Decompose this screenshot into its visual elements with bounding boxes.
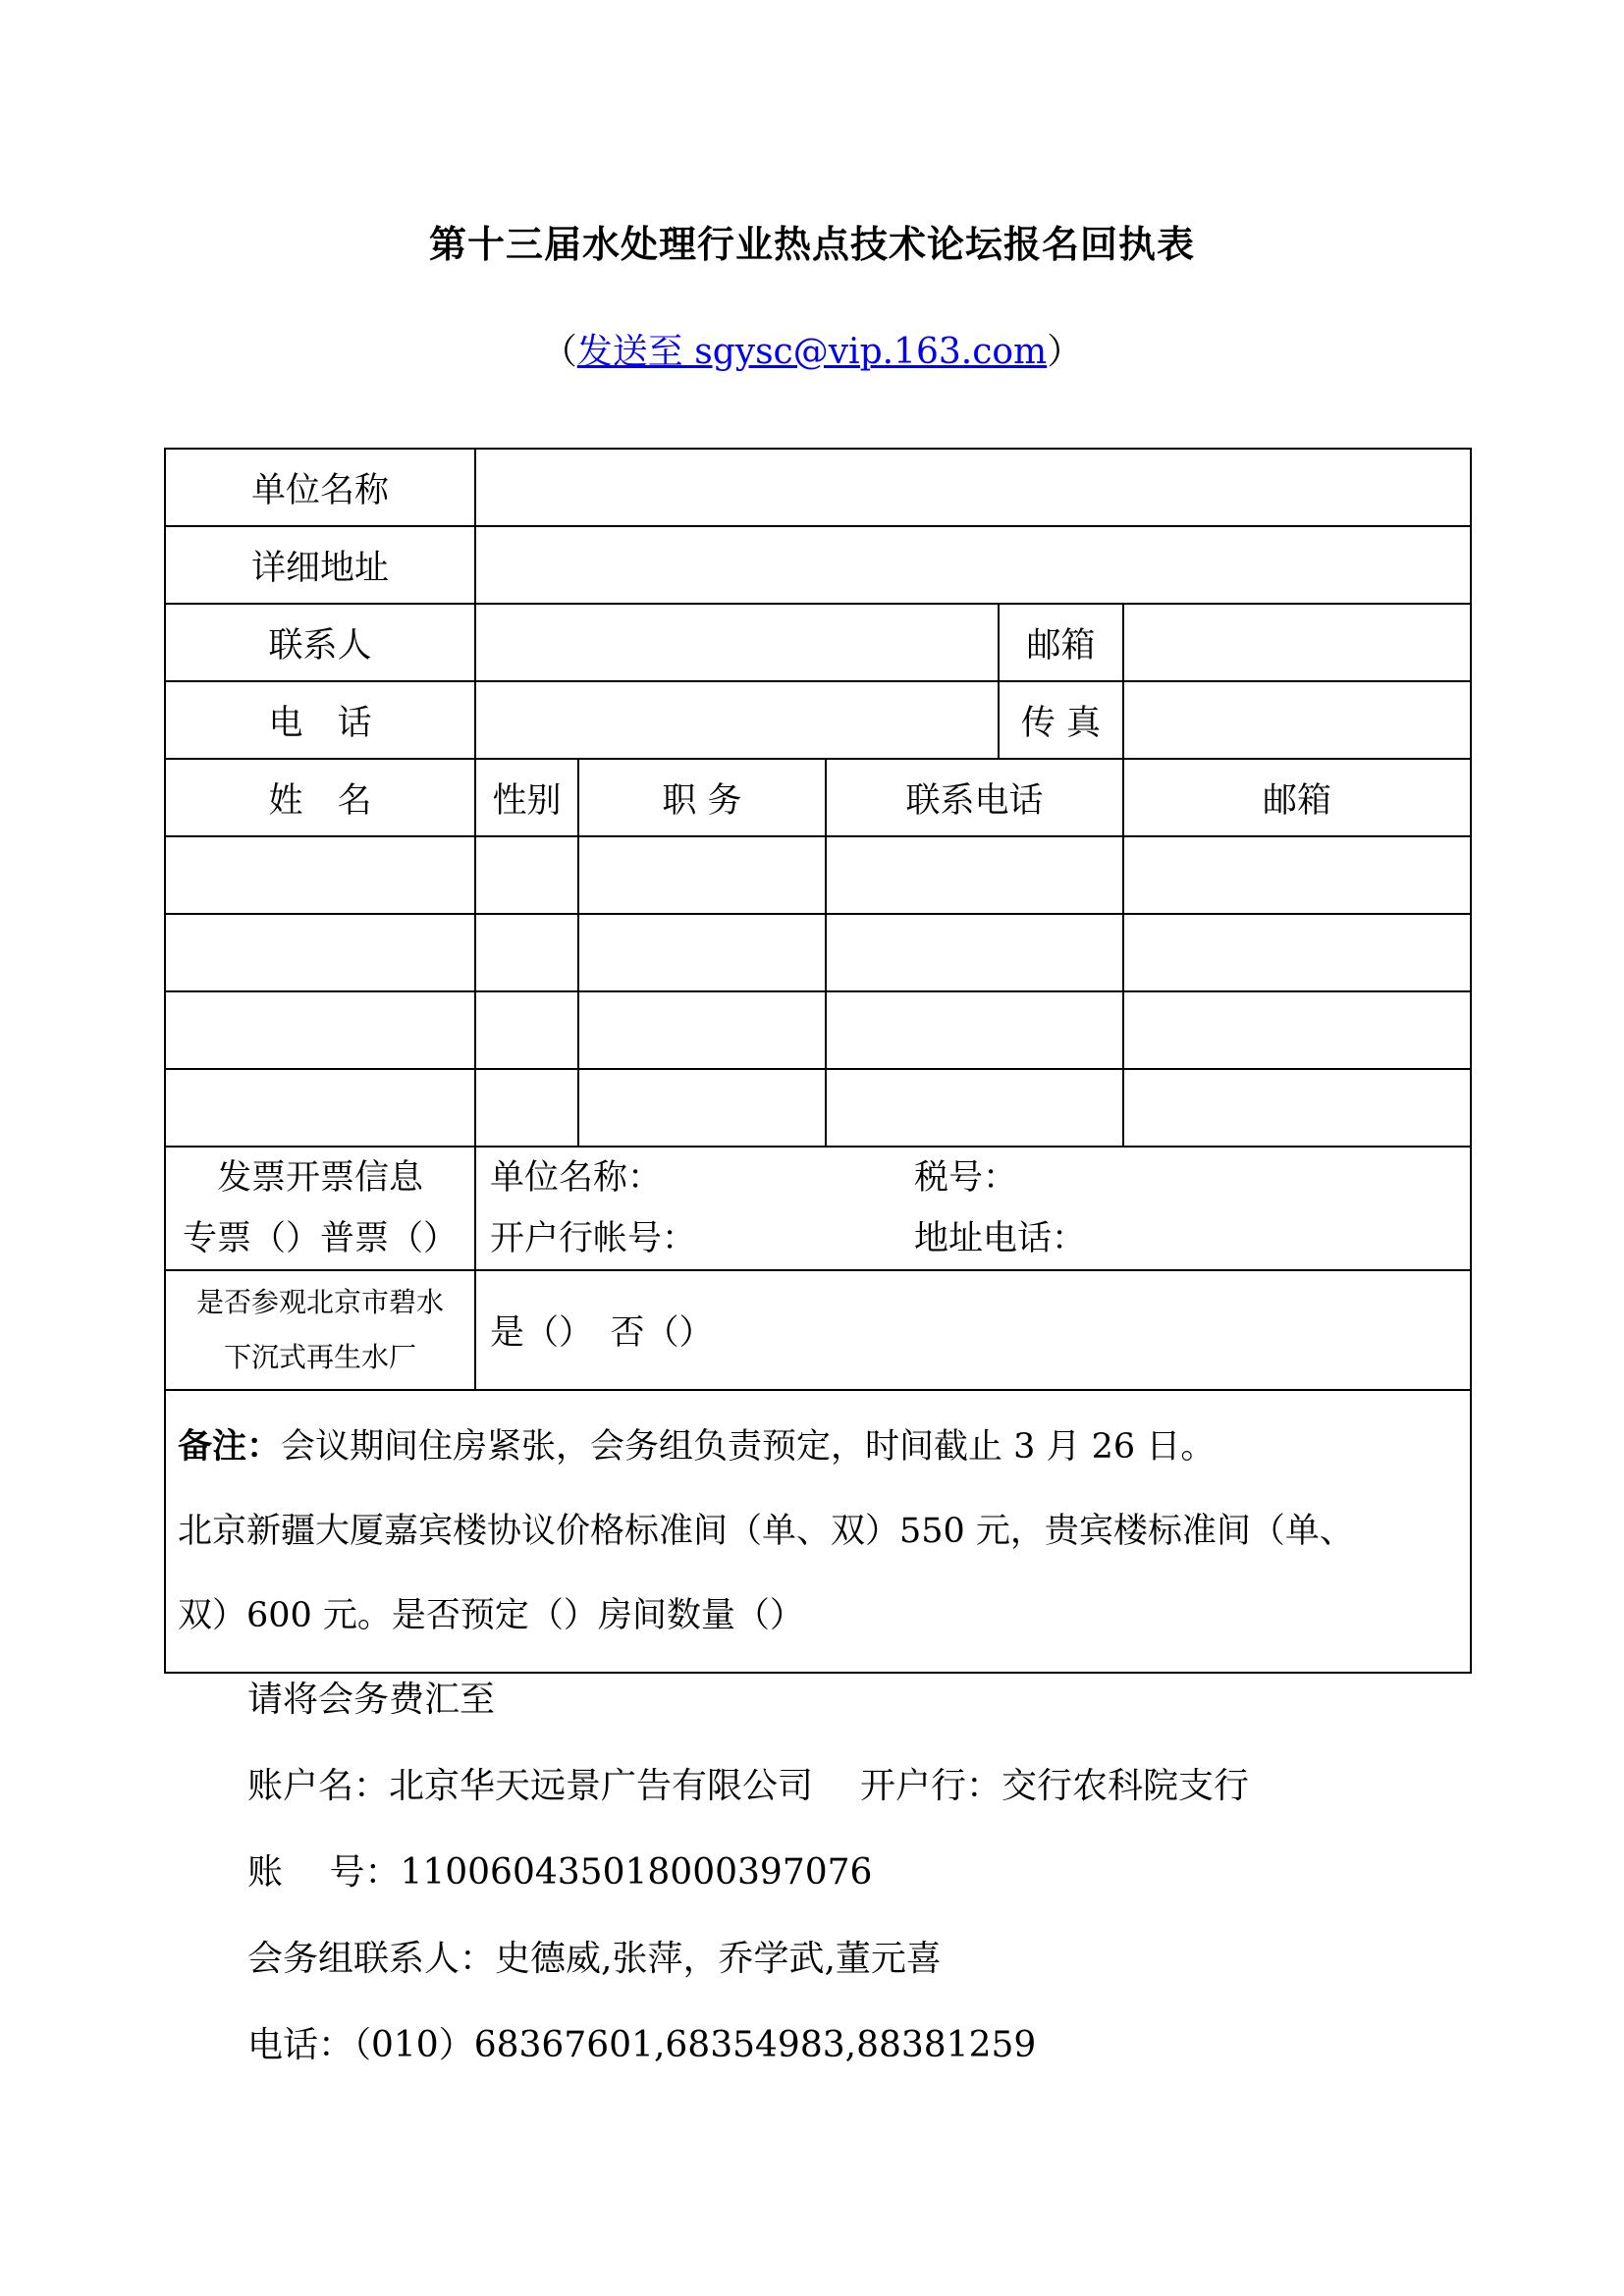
email-label: 邮箱	[999, 604, 1123, 681]
org-label: 单位名称	[165, 449, 475, 526]
row-phone	[165, 681, 1471, 759]
attendee-phone-field[interactable]	[826, 1069, 1123, 1147]
note-line-3: 双）600 元。是否预定（）房间数量（）	[178, 1596, 804, 1635]
invoice-info-cell[interactable]	[475, 1147, 1471, 1270]
attendee-email-field[interactable]	[1123, 914, 1471, 991]
row-address	[165, 526, 1471, 604]
invoice-label: 发票开票信息	[216, 1158, 423, 1198]
attendee-row	[165, 914, 1471, 991]
send-to-line	[0, 324, 1624, 374]
attendee-email-field[interactable]	[1123, 1069, 1471, 1147]
attendee-name-field[interactable]	[165, 836, 475, 914]
visit-options[interactable]: 是（） 否（）	[475, 1270, 1471, 1390]
header-name: 姓 名	[165, 759, 475, 836]
attendee-name-field[interactable]	[165, 991, 475, 1069]
phone-field[interactable]	[475, 681, 999, 759]
contacts: 会务组联系人：史德威,张萍，乔学武,董元喜	[247, 1939, 942, 1979]
note-line-2: 北京新疆大厦嘉宾楼协议价格标准间（单、双）550 元，贵宾楼标准间（单、	[178, 1512, 1354, 1551]
attendee-gender-field[interactable]	[475, 914, 578, 991]
attendee-phone-field[interactable]	[826, 991, 1123, 1069]
attendee-phone-field[interactable]	[826, 836, 1123, 914]
attendee-position-field[interactable]	[578, 914, 826, 991]
invoice-type-options[interactable]: 专票（）普票（）	[182, 1219, 458, 1258]
visit-label-line2: 下沉式再生水厂	[223, 1341, 416, 1373]
attendee-gender-field[interactable]	[475, 991, 578, 1069]
send-close-paren: ）	[1047, 332, 1083, 372]
fax-field[interactable]	[1123, 681, 1471, 759]
contact-field[interactable]	[475, 604, 999, 681]
header-gender: 性别	[475, 759, 578, 836]
fax-label: 传 真	[999, 681, 1123, 759]
row-invoice	[165, 1147, 1471, 1270]
attendee-name-field[interactable]	[165, 1069, 475, 1147]
header-email: 邮箱	[1123, 759, 1471, 836]
address-label: 详细地址	[165, 526, 475, 604]
row-visit	[165, 1270, 1471, 1390]
registration-table	[164, 448, 1472, 1674]
attendee-email-field[interactable]	[1123, 991, 1471, 1069]
attendee-gender-field[interactable]	[475, 1069, 578, 1147]
attendee-email-field[interactable]	[1123, 836, 1471, 914]
header-position: 职 务	[578, 759, 826, 836]
send-email-link[interactable]: 发送至 sgysc@vip.163.com	[576, 332, 1048, 372]
invoice-org-label: 单位名称：	[490, 1158, 663, 1198]
visit-label-line1: 是否参观北京市碧水	[195, 1286, 444, 1318]
row-attendee-headers	[165, 759, 1471, 836]
account-number: 账 号：110060435018000397076	[247, 1852, 873, 1893]
header-phone: 联系电话	[826, 759, 1123, 836]
note-line-1: 会议期间住房紧张，会务组负责预定，时间截止 3 月 26 日。	[281, 1427, 1216, 1467]
send-open-paren: （	[541, 332, 577, 372]
contact-phone: 电话：（010）68367601,68354983,88381259	[247, 2025, 1037, 2065]
attendee-name-field[interactable]	[165, 914, 475, 991]
remit-text: 请将会务费汇至	[247, 1680, 496, 1720]
note-label: 备注：	[178, 1427, 282, 1467]
bank-name: 开户行：交行农科院支行	[860, 1766, 1250, 1806]
attendee-phone-field[interactable]	[826, 914, 1123, 991]
row-org	[165, 449, 1471, 526]
invoice-tax-label: 税号：	[914, 1158, 1018, 1198]
payment-info	[247, 1657, 1249, 2089]
form-title: 第十三届水处理行业热点技术论坛报名回执表	[428, 223, 1195, 266]
address-field[interactable]	[475, 526, 1471, 604]
visit-label-cell	[165, 1270, 475, 1390]
org-field[interactable]	[475, 449, 1471, 526]
row-contact	[165, 604, 1471, 681]
contact-label: 联系人	[165, 604, 475, 681]
attendee-position-field[interactable]	[578, 836, 826, 914]
invoice-bank-label: 开户行帐号：	[490, 1219, 697, 1258]
attendee-position-field[interactable]	[578, 991, 826, 1069]
note-cell	[165, 1390, 1471, 1673]
attendee-row	[165, 836, 1471, 914]
invoice-address-label: 地址电话：	[914, 1219, 1087, 1258]
attendee-position-field[interactable]	[578, 1069, 826, 1147]
attendee-row	[165, 991, 1471, 1069]
email-field[interactable]	[1123, 604, 1471, 681]
phone-label: 电 话	[165, 681, 475, 759]
account-name: 账户名：北京华天远景广告有限公司	[247, 1766, 814, 1806]
attendee-row	[165, 1069, 1471, 1147]
row-note	[165, 1390, 1471, 1673]
invoice-label-cell	[165, 1147, 475, 1270]
attendee-gender-field[interactable]	[475, 836, 578, 914]
